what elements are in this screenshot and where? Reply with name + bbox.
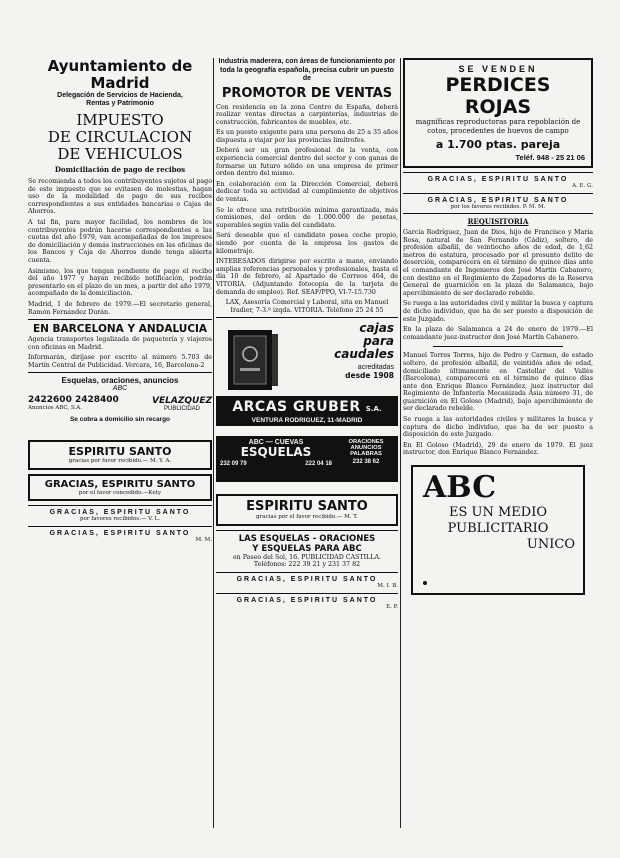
arcas-name: ARCAS GRUBER [232, 399, 361, 416]
req-p5: Se ruega a las autoridades civiles y militares la busca y captura de dicho individuo, que ha de ser puesto a disposición de este Juzgado. [403, 416, 593, 439]
gracias-notice-6 [403, 176, 593, 190]
impuesto-l1: IMPUESTO [76, 111, 164, 129]
cuevas-phone-1: 232 09 79 [220, 461, 247, 468]
column-left [28, 58, 212, 543]
promotor-ad [216, 58, 398, 314]
esquelas-ad [28, 376, 212, 434]
divider [433, 346, 563, 347]
gracias-notice-5 [216, 597, 398, 611]
esquelas-phones: 2422600 2428400 [28, 395, 119, 406]
abc-logo: ABC [423, 470, 497, 506]
cajas-3: caudales [334, 347, 394, 362]
ayto-title: Ayuntamiento de Madrid [47, 57, 193, 92]
barcelona-body-2: Informarán, diríjase por escrito al número 5.703 de Martín Central de Publicidad. Vercara, 16, Barcelona-2 [28, 354, 212, 369]
divider [216, 572, 398, 573]
arcas-address: VENTURA RODRIGUEZ, 11-MADRID [251, 417, 363, 425]
gracias1-line: por el favor concedido.—Kety [78, 489, 162, 496]
g6-title: GRACIAS, ESPIRITU SANTO [427, 176, 569, 183]
ayto-sub2: Rentas y Patrimonio [86, 100, 154, 107]
arcas-sa: S.A. [365, 405, 382, 414]
g2-line: por favores recibidos.— V. L. [80, 516, 160, 523]
promotor-p8: LAX, Asesoría Comercial y Laboral, sita en Manuel Iradier, 7-3.º izqda. VITORIA. Teléfono 25 24 55 [225, 299, 389, 314]
divider [28, 372, 212, 373]
cuevas-anuncios: ANUNCIOS [350, 445, 382, 452]
es2-title: ESPIRITU SANTO [246, 499, 368, 515]
promotor-p3: Deberá ser un gran profesional de la venta, con experiencia comercial dentro del sector y con ganas de formarse un futuro sólido en una empresa de primer orden dentro del mismo. [216, 147, 398, 178]
promotor-p1: Con residencia en la zona Centro de España, deberá realizar ventas directas a carpinterías, industrias de construcción, fabricantes de muebles, etc. [216, 103, 398, 126]
abc-line-2: PUBLICITARIO [447, 521, 549, 537]
g7-title: GRACIAS, ESPIRITU SANTO [427, 196, 569, 204]
perdices-body: magníficas reproductoras para repoblación de cotos, procedentes de huevos de campo [415, 118, 581, 135]
divider [403, 172, 593, 173]
domiciliacion-heading: Domiciliación de pago de recibos [54, 165, 186, 174]
se-venden: SE VENDEN [458, 64, 538, 74]
promotor-p4: En colaboración con la Dirección Comercial, deberá dedicar toda su actividad al cumplimiento de objetivos de ventas. [216, 180, 398, 204]
req-p4: Manuel Torres Torres, hijo de Pedro y Carmen, de estado soltero, de profesión albañil, de veintidós años de edad, domiciliado últimamente en Castellar del Vallès (Barcelona), comparecerá en el término de quince días ante don Enrique Blanco Fernández, juez instructor del Regimiento de Infantería Mecanizada Asia número 31, de guarnición en El Goloso (Madrid), bajo apercibimiento de ser declarado rebelde. [403, 352, 593, 413]
g5-sign: E. P. [386, 603, 398, 610]
divider [216, 317, 398, 318]
cuevas-abc: ABC — CUEVAS [248, 439, 304, 447]
cuevas-ad [216, 436, 398, 482]
las-2: Y ESQUELAS PARA ABC [252, 543, 362, 554]
g3-sign: M. M. [195, 536, 212, 543]
velazquez-logo: VELAZQUEZ [152, 395, 212, 406]
ayto-body-1: Se recomienda a todos los contribuyentes sujetos al pago de este impuesto que se evitasen de molestias, hagan uso de la modalidad de pago de sus recibos correspondientes a sus entidades bancarias o Cajas de Ahorros. [28, 178, 212, 216]
barcelona-body-1: Agencia transportes legalizada de paquetería y viajeros con oficinas en Madrid. [28, 336, 212, 351]
bullet-dot [423, 581, 427, 585]
barcelona-title: EN BARCELONA Y ANDALUCIA [32, 323, 208, 336]
promotor-title: PROMOTOR DE VENTAS [221, 85, 393, 101]
column-rule-1 [213, 58, 214, 828]
promotor-p2: Es un puesto exigente para una persona de 25 a 35 años dispuesta a viajar por las provincias limítrofes. [216, 129, 398, 144]
cajas-2: para [363, 334, 394, 349]
promotor-p7: INTERESADOS dirigirse por escrito a mano, enviando amplias referencias personales y profesionales, hasta el día 10 de febrero, al Apartado de Correos 464, de VITORIA. (Adjuntando fotocopia de la tarjeta de demanda de empleo). Ref. SEAF/PPO, VI-7-15.730 [216, 258, 398, 296]
cuevas-esquelas: ESQUELAS [240, 445, 312, 460]
es1-title: ESPIRITU SANTO [68, 445, 172, 459]
las-esquelas-ad [216, 534, 398, 569]
column-right [403, 58, 593, 595]
perdices-phone: Teléf. 948 - 25 21 06 [515, 153, 585, 162]
gracias1-title: GRACIAS, ESPIRITU SANTO [44, 478, 196, 490]
requisitoria-title: REQUISITORIA [467, 217, 529, 226]
promotor-p5: Se le ofrece una retribución mínima garantizada, más comisiones, del orden de 1.000.000 de pesetas, superables según valía del candidato. [216, 206, 398, 229]
espiritu-santo-box-2 [216, 494, 398, 526]
perdices-ad [403, 58, 593, 168]
cuevas-oraciones: ORACIONES [348, 439, 384, 446]
req-p1: García Rodríguez, Juan de Dios, hijo de Francisco y María Rosa, natural de San Fernando (Cádiz), soltero, de profesión albañil, de veintiocho años de edad, de 1,62 metros de estatura, procesado por el presunto delito de deserción, comparecerá en el término de quince días ante el comandante de Ingenieros don José Martín Cabanero, con destino en el Regimiento de Zapadores de la Reserva General de guarnición en la plaza de Salamanca, bajo apercibimiento de ser declarado rebelde. [403, 229, 593, 297]
gracias-notice-3 [28, 530, 212, 544]
promotor-p6: Será deseable que el candidato posea coche propio, siendo por cuenta de la empresa los gastos de kilometraje. [216, 232, 398, 255]
divider [216, 593, 398, 594]
ayto-body-4: Madrid, 1 de febrero de 1979.—El secretario general, Ramón Fernández Durán. [28, 300, 212, 316]
g4-title: GRACIAS, ESPIRITU SANTO [236, 576, 378, 584]
gracias-notice-4 [216, 576, 398, 590]
requisitoria [403, 217, 593, 457]
arcas-gruber-ad [216, 322, 398, 426]
es2-line: gracias por el favor recibido.— M. T. [256, 514, 358, 521]
esquelas-small: Anuncios ABC, S.A. [28, 405, 82, 412]
abc-line-1: ES UN MEDIO [448, 505, 547, 521]
divider [403, 213, 593, 214]
cuevas-phone-2: 222 04 18 [305, 461, 332, 468]
g7-line: por los favores recibidos. P. M. M. [450, 203, 546, 210]
abc-medio-ad [411, 465, 585, 595]
cajas-1: cajas [359, 321, 394, 336]
perdices-title: PERDICES ROJAS [445, 74, 551, 118]
esquelas-abc: ABC [112, 385, 128, 393]
divider [28, 319, 212, 320]
cuevas-phone-3: 232 38 62 [352, 459, 380, 466]
gracias-box-1 [28, 474, 212, 502]
espiritu-santo-box-1 [28, 440, 212, 470]
req-p3: En la plaza de Salamanca a 24 de enero de 1979.—El comandante juez-instructor don José Martín Cabanero. [403, 326, 593, 341]
g5-title: GRACIAS, ESPIRITU SANTO [236, 596, 378, 604]
impuesto-l3: DE VEHICULOS [57, 145, 183, 163]
g4-sign: M. I. B. [377, 583, 398, 590]
perdices-price: a 1.700 ptas. pareja [435, 138, 561, 151]
divider [403, 193, 593, 194]
gracias-notice-2 [28, 509, 212, 523]
safe-illustration [224, 324, 282, 394]
recargo-note: Se cobra a domicilio sin recargo [69, 415, 171, 423]
las-3: en Paseo del Sol, 16. PUBLICIDAD CASTILLA. Teléfonos: 222 39 21 y 231 37 82 [232, 553, 382, 569]
g2-title: GRACIAS, ESPIRITU SANTO [49, 509, 191, 517]
abc-line-3: UNICO [526, 537, 575, 553]
es1-line: gracias por favor recibido.— M. Y. A. [68, 458, 172, 465]
divider [28, 505, 212, 506]
column-rule-2 [400, 58, 401, 828]
promotor-intro: Industria maderera, con áreas de funcionamiento por toda la geografía española, precisa cubrir un puesto de [218, 58, 396, 82]
acreditadas: acreditadas [357, 364, 394, 372]
divider [216, 530, 398, 531]
publicidad-label: PUBLICIDAD [164, 405, 201, 412]
ayuntamiento-notice [28, 58, 212, 316]
ayto-body-3: Asimismo, los que tengan pendiente de pago el recibo del año 1977 y hayan recibido notificación, podrán presentarlo en el plazo de un mes, a partir del año 1979, acompañado de la domiciliación. [28, 267, 212, 298]
ayto-sub1: Delegación de Servicios de Hacienda, [57, 92, 183, 99]
las-1: LAS ESQUELAS - ORACIONES [238, 533, 376, 544]
req-p6: En El Goloso (Madrid), 29 de enero de 1979. El juez instructor, don Enrique Blanco Fernández. [403, 441, 593, 457]
desde-1908: desde 1908 [345, 371, 394, 381]
divider [28, 526, 212, 527]
impuesto-l2: DE CIRCULACION [47, 128, 193, 146]
column-middle [216, 58, 398, 610]
esquelas-title: Esquelas, oraciones, anuncios [61, 376, 179, 386]
g3-title: GRACIAS, ESPIRITU SANTO [49, 529, 191, 537]
barcelona-ad [28, 323, 212, 369]
req-p2: Se ruega a las autoridades civil y militar la busca y captura de dicho individuo, que ha de ser puesto a disposición de este Juzgado. [403, 300, 593, 323]
g6-sign: A. E. G. [572, 183, 593, 189]
ayto-body-2: A tal fin, para mayor facilidad, los nombres de los contribuyentes podrán hacerse correspondientes a las cuotas del año 1979, van acompañadas de los impresos de domiciliación y demás instrucciones en las oficinas de los Bancos y Caja de Ahorros donde tenga abierta cuenta. [28, 218, 212, 264]
arcas-banner [216, 396, 398, 426]
cuevas-palabras: PALABRAS [350, 451, 382, 458]
gracias-notice-7 [403, 197, 593, 211]
